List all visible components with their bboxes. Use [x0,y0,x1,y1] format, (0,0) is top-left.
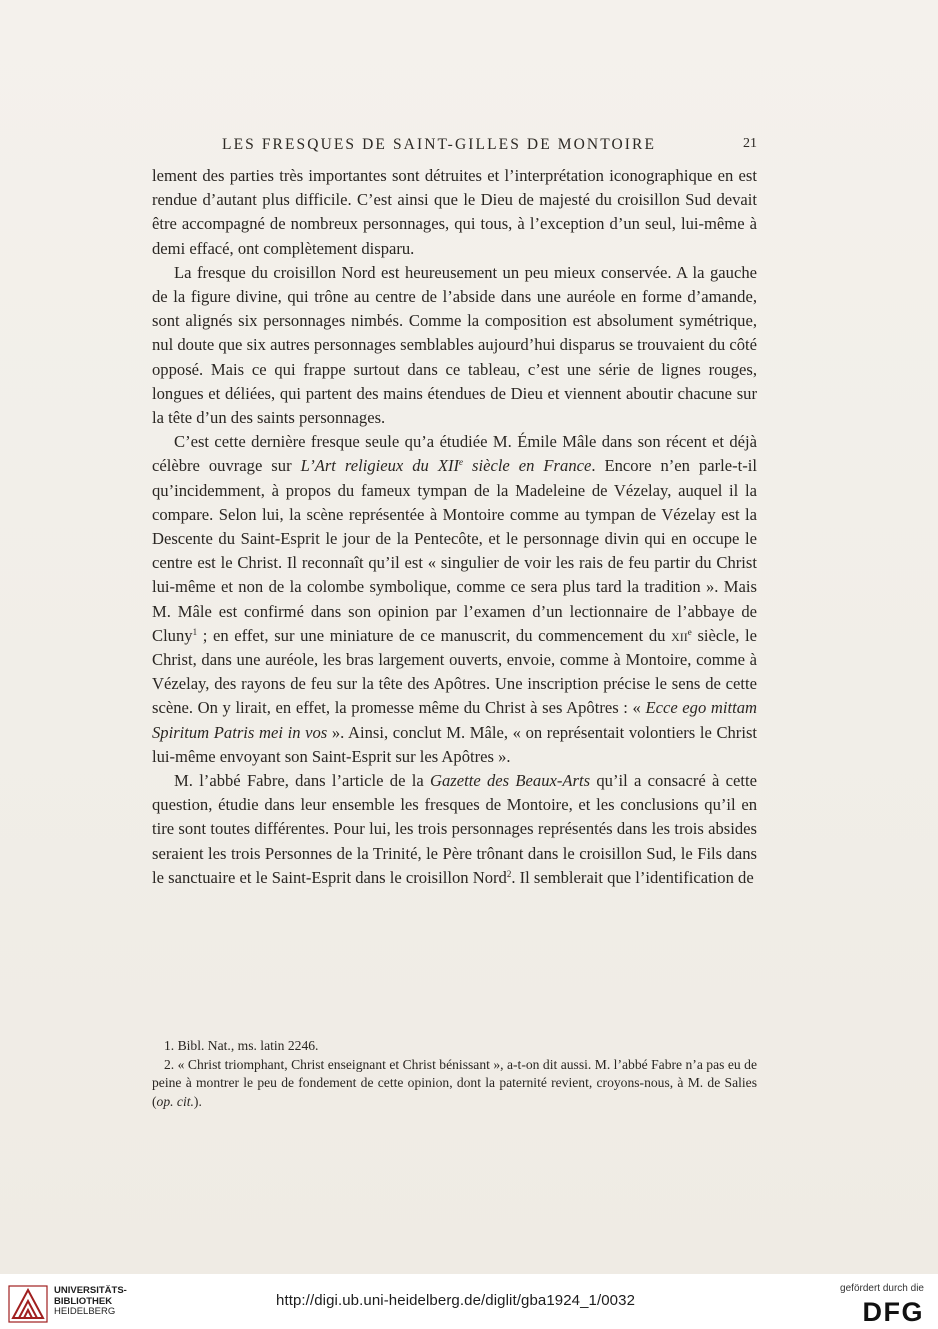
text-run: . Il semblerait que l’identification de [511,867,754,887]
dfg-logo: DFG [862,1297,924,1327]
book-title: L’Art religieux du XIIe siècle en France [300,456,592,476]
text-run: ; en effet, sur une miniature de ce manuscrit, du commencement du [197,625,672,645]
paragraph-2: La fresque du croisillon Nord est heureusement un peu mieux conservée. A la gauche de la figure divine, qui trône au centre de l’abside dans une auréole en forme d’amande, sont alignés six personnages nimbés. Comme la composition est absolument symétrique, nul doute que six autres personnages semblables aujourd’hui disparus se trouvaient du côté opposé. Mais ce qui frappe surtout dans ce tableau, c’est une série de lignes rouges, longues et déliées, qui partent des mains étendues de Dieu et viennent aboutir chacune sur la tête d’un des saints personnages. [152,262,757,428]
paragraph-1: lement des parties très importantes sont détruites et l’interprétation iconographique en est rendue d’autant plus difficile. C’est ainsi que le Dieu de majesté du croisillon Sud devait être accompagné de nombreux personnages, qui tous, à l’exception d’un seul, lui-même à demi effacé, ont complètement disparu. [152,166,757,258]
footnotes [152,1037,757,1111]
sponsor-caption: gefördert durch die [840,1283,924,1294]
university-library-logo-icon [8,1285,48,1323]
text-run: . Encore n’en parle-t-il qu’incidemment, à propos du fameux tympan de la Madeleine de Vézelay, auquel il la compare. Selon lui, la scène représentée à Montoire comme au tympan de Vézelay est la Descente du Saint-Esprit le jour de la Pentecôte, et le personnage divin qui en occupe le centre est le Christ. Il reconnaît qu’il est « singulier de voir les rais de feu partir du Christ lui-même et non de la colombe symbolique, comme ce sera plus tard la tradition ». Mais M. Mâle est confirmé dans son opinion par l’examen d’un lectionnaire de l’abbaye de Cluny [152,456,757,645]
footnote-ref-1: 1 [192,626,198,637]
text-run: C’est cette dernière fresque seule qu’a étudiée M. Émile Mâle dans son récent et déjà célèbre ouvrage sur [152,432,757,476]
op-cit: op. cit. [156,1093,194,1109]
viewer-footer [0,1274,938,1329]
century-numeral: xii [671,625,688,645]
superscript: e [459,457,464,468]
running-title: LES FRESQUES DE SAINT-GILLES DE MONTOIRE [222,136,657,153]
superscript: e [687,626,692,637]
text-run: M. l’abbé Fabre, dans l’article de la [174,771,431,791]
footnote-ref-2: 2 [506,868,512,879]
running-head [152,136,757,158]
text-run: qu’il a consacré à cette question, étudie dans leur ensemble les fresques de Montoire, et les conclusions qu’il en tire sont toutes différentes. Pour lui, les trois personnages représentés dans les trois absides seraient les trois Personnes de la Trinité, le Père trônant dans le croisillon Sud, le Fils dans le sanctuaire et le Saint-Esprit dans le croisillon Nord [152,771,757,887]
latin-quote: Ecce ego mittam Spiritum Patris mei in vos [152,698,757,742]
text-run: siècle, le Christ, dans une auréole, les bras largement ouverts, envoie, comme à Montoire, comme à Vézelay, des rayons de feu sur la tête des Apôtres. Une inscription précise le sens de cette scène. On y lirait, en effet, la promesse même du Christ à ses Apôtres : « [152,625,757,718]
paragraph-3 [152,430,757,769]
text-run: ». Ainsi, conclut M. Mâle, « on représentait volontiers le Christ lui-même envoyant son Saint-Esprit sur les Apôtres ». [152,722,758,766]
footnote-1: 1. Bibl. Nat., ms. latin 2246. [164,1038,319,1053]
page-number: 21 [743,136,757,151]
permalink-url[interactable]: http://digi.ub.uni-heidelberg.de/diglit/gba1924_1/0032 [276,1292,636,1309]
library-name: UNIVERSITÄTS- BIBLIOTHEK HEIDELBERG [54,1285,127,1317]
body-text [152,164,757,890]
footnote-2: 2. « Christ triomphant, Christ enseignant et Christ bénissant », a-t-on dit aussi. M. l’abbé Fabre n’a pas eu de peine à montrer le peu de fondement de cette opinion, dont la paternité revient, croyons-nous, à M. de Salies (op. cit.). [152,1056,757,1109]
paragraph-4 [152,769,757,890]
journal-title: Gazette des Beaux-Arts [430,771,591,791]
